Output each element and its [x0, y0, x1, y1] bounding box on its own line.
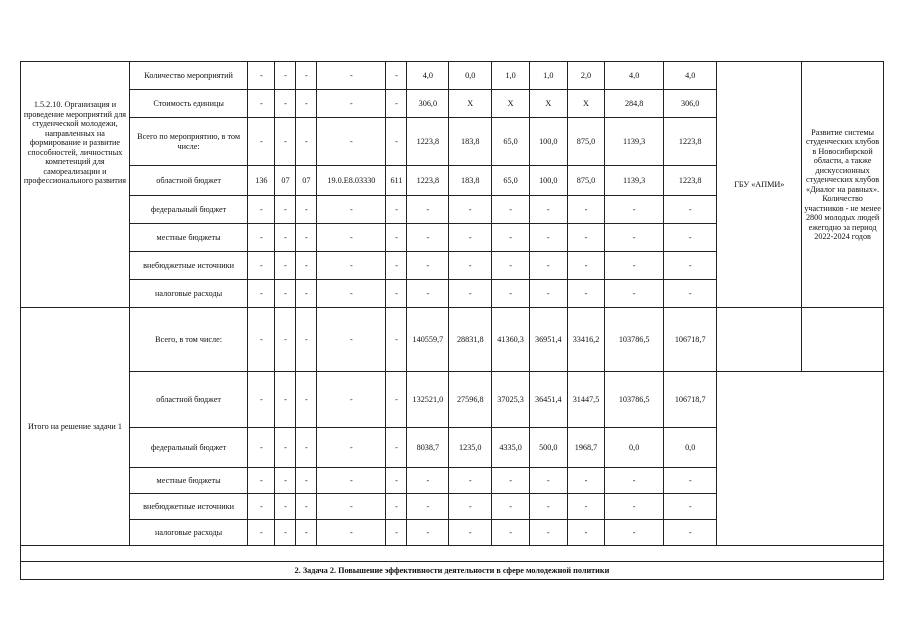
data-cell: 4335,0: [492, 428, 530, 468]
data-cell: -: [275, 494, 296, 520]
result-empty-cell: [802, 308, 884, 372]
row-label: Количество мероприятий: [129, 62, 247, 90]
data-cell: -: [386, 90, 407, 118]
data-cell: -: [275, 520, 296, 546]
data-cell: -: [386, 372, 407, 428]
data-cell: -: [248, 280, 275, 308]
budget-table: [20, 61, 884, 580]
total-title-cell: Итого на решение задачи 1: [21, 308, 130, 546]
data-cell: -: [296, 280, 317, 308]
data-cell: -: [275, 252, 296, 280]
data-cell: -: [275, 308, 296, 372]
data-cell: -: [317, 90, 386, 118]
row-label: федеральный бюджет: [129, 196, 247, 224]
data-cell: -: [529, 468, 567, 494]
data-cell: -: [449, 224, 492, 252]
data-cell: -: [605, 252, 664, 280]
data-cell: -: [317, 428, 386, 468]
data-cell: -: [605, 494, 664, 520]
data-cell: -: [386, 118, 407, 166]
data-cell: -: [605, 280, 664, 308]
data-cell: -: [275, 90, 296, 118]
data-cell: 500,0: [529, 428, 567, 468]
data-cell: 106718,7: [663, 372, 716, 428]
data-cell: 37025,3: [492, 372, 530, 428]
data-cell: -: [317, 118, 386, 166]
table-row: [21, 308, 884, 372]
data-cell: -: [663, 196, 716, 224]
data-cell: -: [567, 252, 605, 280]
row-label: внебюджетные источники: [129, 494, 247, 520]
data-cell: 103786,5: [605, 372, 664, 428]
data-cell: -: [275, 428, 296, 468]
row-label: налоговые расходы: [129, 520, 247, 546]
data-cell: -: [449, 280, 492, 308]
data-cell: 0,0: [449, 62, 492, 90]
data-cell: 1968,7: [567, 428, 605, 468]
data-cell: -: [605, 520, 664, 546]
data-cell: -: [492, 494, 530, 520]
data-cell: 306,0: [407, 90, 449, 118]
data-cell: -: [529, 494, 567, 520]
data-cell: X: [529, 90, 567, 118]
data-cell: -: [386, 252, 407, 280]
data-cell: -: [317, 224, 386, 252]
table-body: [21, 62, 884, 580]
data-cell: -: [275, 372, 296, 428]
data-cell: -: [449, 196, 492, 224]
data-cell: -: [492, 252, 530, 280]
data-cell: -: [296, 224, 317, 252]
data-cell: 4,0: [407, 62, 449, 90]
data-cell: -: [567, 494, 605, 520]
row-label: местные бюджеты: [129, 468, 247, 494]
data-cell: -: [407, 224, 449, 252]
data-cell: -: [567, 520, 605, 546]
data-cell: -: [605, 224, 664, 252]
data-cell: -: [317, 520, 386, 546]
data-cell: 183,8: [449, 166, 492, 196]
data-cell: -: [386, 468, 407, 494]
data-cell: -: [663, 280, 716, 308]
data-cell: -: [529, 224, 567, 252]
data-cell: 1235,0: [449, 428, 492, 468]
data-cell: 1,0: [492, 62, 530, 90]
data-cell: -: [449, 468, 492, 494]
data-cell: 4,0: [663, 62, 716, 90]
result-cell: Развитие системы студенческих клубов в Новосибирской области, а также дискуссионных студенческих клубов «Диалог на равных». Количество участников - не менее 2800 молодых людей ежегодно за период 2022-2024 годов: [802, 62, 884, 308]
task2-title: 2. Задача 2. Повышение эффективности деятельности в сфере молодежной политики: [21, 562, 884, 580]
data-cell: -: [275, 118, 296, 166]
data-cell: -: [386, 308, 407, 372]
data-cell: -: [605, 468, 664, 494]
executor-cell: ГБУ «АПМИ»: [717, 62, 802, 308]
data-cell: 1223,8: [407, 118, 449, 166]
data-cell: 100,0: [529, 166, 567, 196]
data-cell: -: [407, 494, 449, 520]
data-cell: X: [449, 90, 492, 118]
data-cell: -: [296, 468, 317, 494]
data-cell: 140559,7: [407, 308, 449, 372]
row-label: налоговые расходы: [129, 280, 247, 308]
data-cell: 28831,8: [449, 308, 492, 372]
row-label: областной бюджет: [129, 166, 247, 196]
data-cell: -: [275, 196, 296, 224]
data-cell: 4,0: [605, 62, 664, 90]
data-cell: 611: [386, 166, 407, 196]
data-cell: -: [492, 468, 530, 494]
data-cell: -: [386, 280, 407, 308]
data-cell: -: [275, 62, 296, 90]
data-cell: -: [248, 90, 275, 118]
data-cell: 1223,8: [407, 166, 449, 196]
data-cell: -: [449, 494, 492, 520]
data-cell: -: [663, 224, 716, 252]
data-cell: -: [386, 428, 407, 468]
data-cell: 1139,3: [605, 118, 664, 166]
data-cell: -: [386, 62, 407, 90]
data-cell: -: [317, 468, 386, 494]
row-label: федеральный бюджет: [129, 428, 247, 468]
data-cell: 8038,7: [407, 428, 449, 468]
data-cell: 07: [275, 166, 296, 196]
row-label: областной бюджет: [129, 372, 247, 428]
data-cell: 875,0: [567, 166, 605, 196]
data-cell: -: [529, 280, 567, 308]
right-empty-cell: [717, 372, 884, 546]
row-label: местные бюджеты: [129, 224, 247, 252]
data-cell: -: [248, 372, 275, 428]
row-label: Стоимость единицы: [129, 90, 247, 118]
data-cell: X: [567, 90, 605, 118]
separator-cell: [21, 546, 884, 562]
data-cell: -: [317, 372, 386, 428]
data-cell: -: [275, 468, 296, 494]
data-cell: -: [248, 520, 275, 546]
data-cell: 1,0: [529, 62, 567, 90]
data-cell: 100,0: [529, 118, 567, 166]
executor-empty-cell: [717, 308, 802, 372]
data-cell: 1139,3: [605, 166, 664, 196]
data-cell: -: [275, 224, 296, 252]
data-cell: -: [296, 196, 317, 224]
data-cell: -: [248, 118, 275, 166]
row-label: Всего, в том числе:: [129, 308, 247, 372]
data-cell: -: [296, 308, 317, 372]
data-cell: -: [317, 252, 386, 280]
data-cell: -: [663, 252, 716, 280]
data-cell: -: [449, 520, 492, 546]
data-cell: 36451,4: [529, 372, 567, 428]
data-cell: -: [296, 118, 317, 166]
data-cell: -: [296, 372, 317, 428]
data-cell: -: [296, 90, 317, 118]
data-cell: -: [407, 252, 449, 280]
data-cell: -: [248, 494, 275, 520]
row-label: внебюджетные источники: [129, 252, 247, 280]
data-cell: -: [317, 62, 386, 90]
data-cell: -: [296, 252, 317, 280]
data-cell: 183,8: [449, 118, 492, 166]
data-cell: -: [317, 196, 386, 224]
data-cell: 07: [296, 166, 317, 196]
data-cell: -: [492, 280, 530, 308]
data-cell: 875,0: [567, 118, 605, 166]
data-cell: -: [386, 224, 407, 252]
data-cell: -: [663, 520, 716, 546]
data-cell: 65,0: [492, 118, 530, 166]
data-cell: -: [605, 196, 664, 224]
data-cell: 65,0: [492, 166, 530, 196]
data-cell: -: [248, 468, 275, 494]
data-cell: 33416,2: [567, 308, 605, 372]
data-cell: -: [407, 280, 449, 308]
data-cell: -: [492, 520, 530, 546]
data-cell: -: [296, 428, 317, 468]
data-cell: 31447,5: [567, 372, 605, 428]
data-cell: -: [567, 280, 605, 308]
data-cell: 0,0: [663, 428, 716, 468]
data-cell: -: [296, 520, 317, 546]
row-label: Всего по мероприятию, в том числе:: [129, 118, 247, 166]
data-cell: -: [248, 196, 275, 224]
measure-title-cell: 1.5.2.10. Организация и проведение мероприятий для студенческой молодежи, направленных на формирование и развитие способностей, личностных компетенций для самореализации и профессионального развития: [21, 62, 130, 308]
data-cell: -: [386, 196, 407, 224]
task-header-row: [21, 562, 884, 580]
data-cell: -: [492, 224, 530, 252]
data-cell: 136: [248, 166, 275, 196]
data-cell: -: [317, 308, 386, 372]
data-cell: 1223,8: [663, 166, 716, 196]
data-cell: -: [386, 494, 407, 520]
data-cell: 27596,8: [449, 372, 492, 428]
data-cell: -: [248, 428, 275, 468]
table-row: [21, 62, 884, 90]
data-cell: -: [567, 196, 605, 224]
data-cell: 103786,5: [605, 308, 664, 372]
data-cell: -: [386, 520, 407, 546]
data-cell: -: [407, 520, 449, 546]
data-cell: -: [296, 494, 317, 520]
table-row: [21, 372, 884, 428]
data-cell: -: [529, 252, 567, 280]
data-cell: -: [449, 252, 492, 280]
data-cell: -: [663, 468, 716, 494]
data-cell: 41360,3: [492, 308, 530, 372]
data-cell: -: [248, 252, 275, 280]
data-cell: -: [296, 62, 317, 90]
data-cell: 0,0: [605, 428, 664, 468]
data-cell: 19.0.E8.03330: [317, 166, 386, 196]
data-cell: -: [407, 196, 449, 224]
data-cell: -: [529, 520, 567, 546]
data-cell: -: [663, 494, 716, 520]
data-cell: 2,0: [567, 62, 605, 90]
data-cell: 106718,7: [663, 308, 716, 372]
data-cell: -: [248, 308, 275, 372]
data-cell: 306,0: [663, 90, 716, 118]
separator-row: [21, 546, 884, 562]
data-cell: -: [407, 468, 449, 494]
data-cell: 1223,8: [663, 118, 716, 166]
data-cell: -: [492, 196, 530, 224]
data-cell: -: [248, 224, 275, 252]
data-cell: -: [567, 224, 605, 252]
data-cell: -: [567, 468, 605, 494]
data-cell: -: [317, 280, 386, 308]
data-cell: -: [317, 494, 386, 520]
data-cell: 36951,4: [529, 308, 567, 372]
data-cell: 132521,0: [407, 372, 449, 428]
data-cell: -: [529, 196, 567, 224]
data-cell: -: [275, 280, 296, 308]
data-cell: 284,8: [605, 90, 664, 118]
data-cell: X: [492, 90, 530, 118]
data-cell: -: [248, 62, 275, 90]
